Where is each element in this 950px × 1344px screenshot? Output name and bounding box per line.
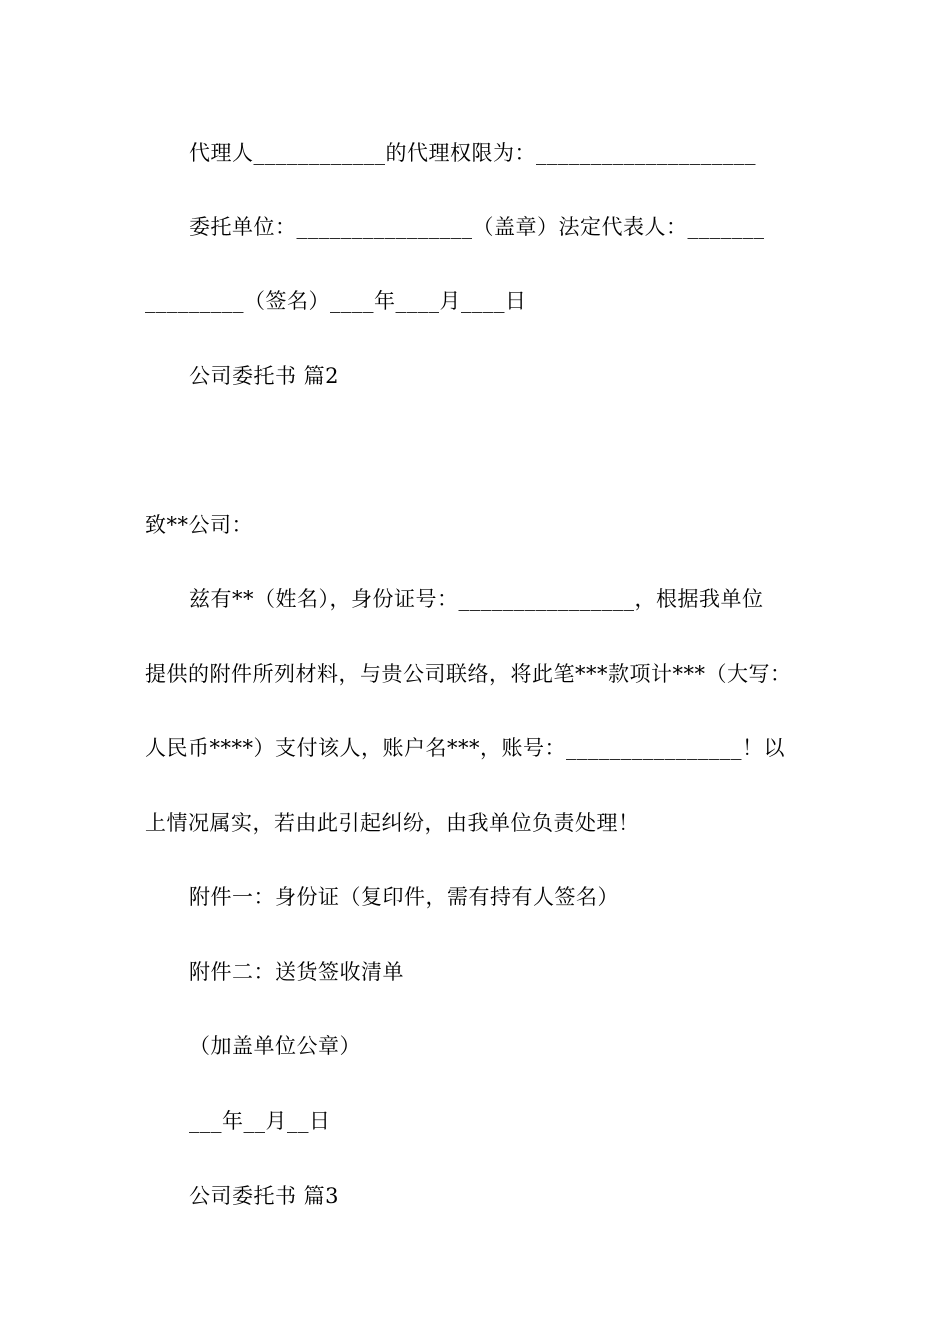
- entrusting-unit-line: 委托单位：________________（盖章）法定代表人：_______: [189, 215, 765, 239]
- agent-authority-line: 代理人____________的代理权限为：____________________: [189, 141, 756, 165]
- section-heading-2: 公司委托书 篇2: [189, 364, 340, 388]
- salutation: 致**公司：: [145, 513, 253, 537]
- date-line: ___年__月__日: [189, 1109, 331, 1133]
- section-heading-3: 公司委托书 篇3: [189, 1184, 340, 1208]
- attachment-two: 附件二：送货签收清单: [189, 960, 404, 984]
- body-paragraph-line-1: 兹有**（姓名），身份证号：________________，根据我单位: [189, 587, 764, 611]
- body-paragraph-line-3: 人民币****）支付该人，账户名***，账号：________________！以: [145, 736, 785, 760]
- attachment-one: 附件一：身份证（复印件，需有持有人签名）: [189, 885, 619, 909]
- body-paragraph-line-4: 上情况属实，若由此引起纠纷，由我单位负责处理！: [145, 811, 640, 835]
- signature-date-line: _________（签名）____年____月____日: [145, 289, 527, 313]
- body-paragraph-line-2: 提供的附件所列材料，与贵公司联络，将此笔***款项计***（大写：: [145, 662, 792, 686]
- seal-note: （加盖单位公章）: [189, 1034, 361, 1058]
